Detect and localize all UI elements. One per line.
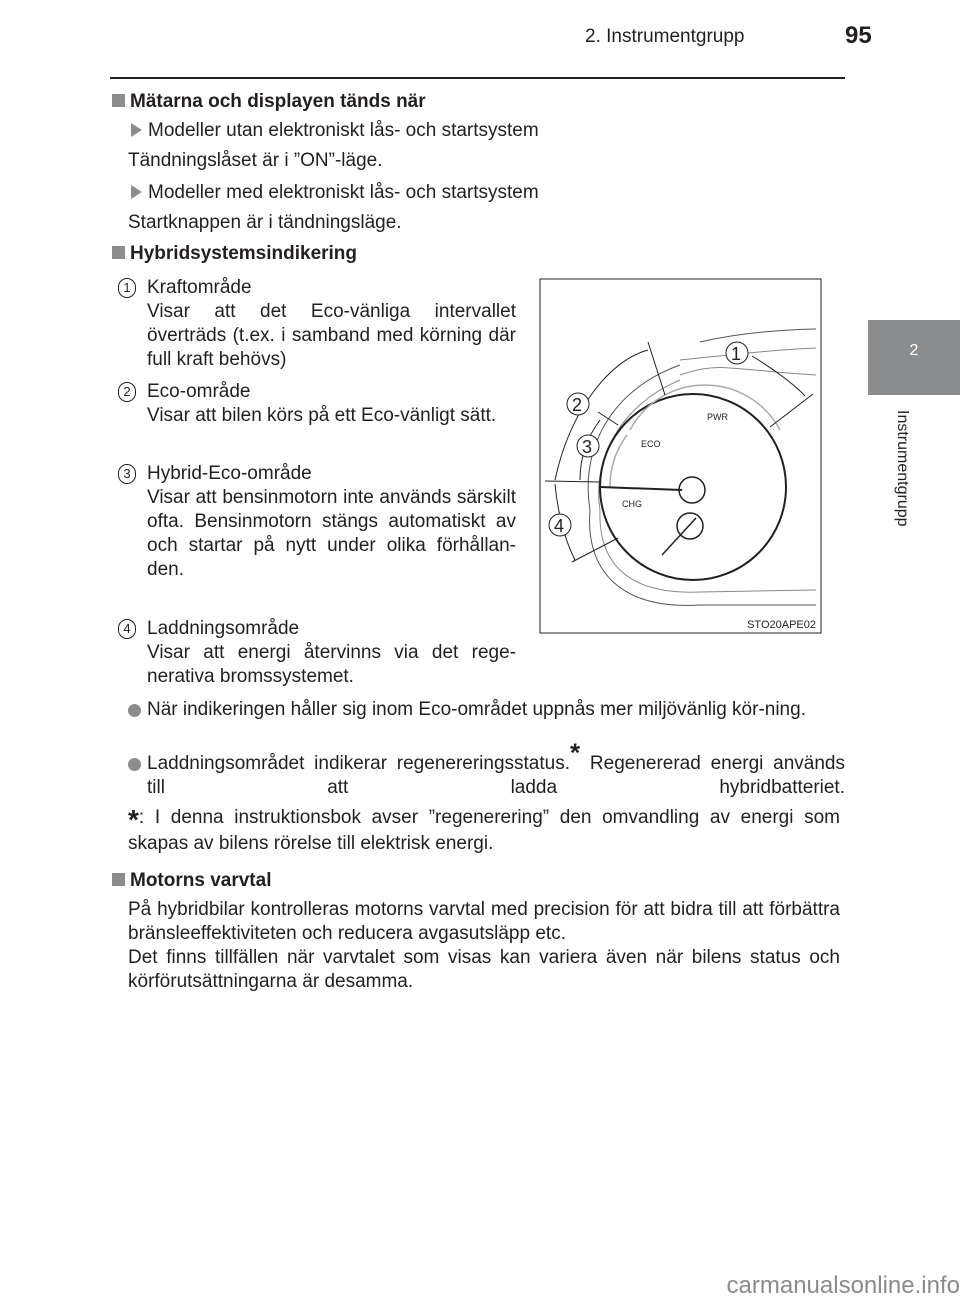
legend-text [147, 380, 516, 428]
callout-number: 3 [118, 464, 136, 484]
figure-code: STO20APE02 [747, 619, 816, 631]
callout-4: 4 [554, 516, 565, 536]
square-bullet-icon [112, 246, 125, 259]
legend-text [147, 617, 516, 689]
bullet-text-line [147, 737, 845, 800]
square-bullet-icon [112, 94, 125, 107]
pwr-label: PWR [707, 412, 728, 422]
text-b: Startknappen är i tändningsläge. [128, 212, 402, 233]
legend-item-3 [118, 462, 516, 582]
page-number: 95 [845, 22, 872, 49]
legend-item-4 [118, 617, 516, 689]
bullet-text: Regenererad energi används till att ladda hybridbatteriet. [147, 753, 845, 798]
chapter-tab-label: Instrumentgrupp [894, 410, 911, 527]
subheading-text: Modeller med elektroniskt lås- och startsystem [148, 182, 539, 203]
heading-text: Mätarna och displayen tänds när [130, 91, 426, 112]
heading-hybrid [112, 243, 357, 265]
legend-title: Hybrid-Eco-område [147, 463, 312, 484]
header-rule [110, 77, 845, 79]
legend-desc: Visar att energi återvinns via det rege-nerativa bromssystemet. [147, 642, 516, 687]
subheading-text: Modeller utan elektroniskt lås- och startsystem [148, 120, 539, 141]
heading-text: Hybridsystemsindikering [130, 243, 358, 264]
gauge-illustration [530, 270, 830, 640]
heading-meters [112, 91, 426, 113]
callout-number: 1 [118, 278, 136, 298]
bullet-text: När indikeringen håller sig inom Eco-området uppnås mer miljövänlig kör-ning. [147, 699, 806, 720]
callout-1: 1 [731, 344, 742, 364]
legend-text [147, 276, 516, 372]
heading-rpm [112, 870, 271, 892]
section-title: 2. Instrumentgrupp [585, 26, 745, 47]
circle-bullet-icon [128, 704, 141, 717]
gauge-dial [600, 394, 786, 580]
legend-title: Laddningsområde [147, 618, 300, 639]
legend-desc: Visar att bilen körs på ett Eco-vänligt sätt. [147, 405, 497, 426]
legend-title: Kraftområde [147, 277, 252, 298]
gauge-needle [600, 487, 682, 490]
eco-label: ECO [641, 439, 661, 449]
rpm-paragraph-1: På hybridbilar kontrolleras motorns varvtal med precision för att bidra till att förbättra bränsleeffektiviteten och reducera avgasutsläpp etc. [128, 899, 840, 944]
callout-number: 4 [118, 619, 136, 639]
chapter-tab-number: 2 [909, 342, 919, 359]
asterisk: * [128, 804, 139, 835]
legend-item-2 [118, 380, 516, 428]
watermark: carmanualsonline.info [726, 1272, 960, 1299]
legend-item-1 [118, 276, 516, 372]
asterisk: * [570, 737, 581, 768]
legend-desc: Visar att det Eco-vänliga intervallet överträds (t.ex. i samband med körning där full kraft behövs) [147, 301, 516, 370]
callout-2: 2 [572, 395, 583, 415]
bullet-eco [128, 698, 845, 722]
subheading-b [131, 182, 539, 204]
bullet-text: Laddningsområdet indikerar regenereringsstatus. [147, 753, 570, 774]
gauge-hub [679, 477, 705, 503]
square-bullet-icon [112, 873, 125, 886]
chg-label: CHG [622, 499, 642, 509]
legend-text [147, 462, 516, 582]
subheading-a [131, 120, 539, 142]
hybrid-indicator-figure [530, 270, 830, 640]
heading-text: Motorns varvtal [130, 870, 272, 891]
legend-desc: Visar att bensinmotorn inte används särskilt ofta. Bensinmotorn stängs automatiskt av och startar på nytt under olika förhållan-den. [147, 487, 516, 580]
triangle-bullet-icon [131, 185, 142, 199]
footnote-text: : I denna instruktionsbok avser ”regenerering” den omvandling av energi som skapas av bilens rörelse till elektrisk energi. [128, 807, 840, 854]
text-a: Tändningslåset är i ”ON”-läge. [128, 150, 383, 171]
legend-title: Eco-område [147, 381, 251, 402]
callout-3: 3 [582, 437, 593, 457]
callout-number: 2 [118, 382, 136, 402]
bullet-charge [128, 737, 845, 800]
circle-bullet-icon [128, 758, 141, 771]
triangle-bullet-icon [131, 123, 142, 137]
footnote [128, 806, 840, 856]
rpm-paragraph-2: Det finns tillfällen när varvtalet som visas kan variera även när bilens status och körförutsättningarna är desamma. [128, 947, 840, 992]
